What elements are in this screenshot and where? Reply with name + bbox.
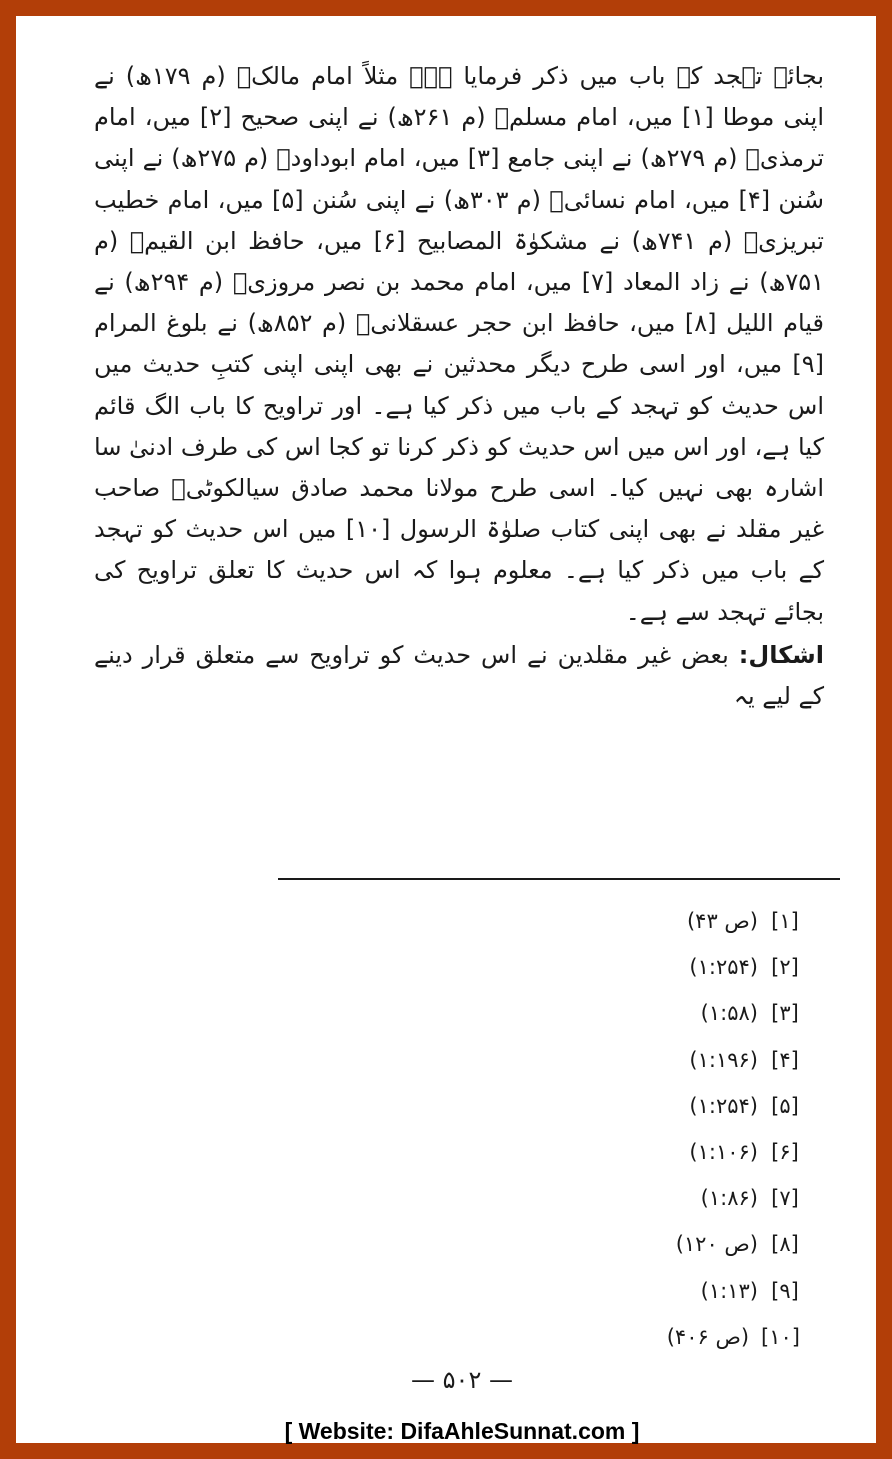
footnote-item — [667, 1175, 800, 1221]
footnote-item — [667, 1129, 800, 1175]
footnote-item — [667, 1037, 800, 1083]
footnote-number: [۱۰] — [761, 1324, 800, 1349]
footnote-reference: (۱:۱۳) — [700, 1278, 758, 1303]
footnote-number: [۳] — [771, 1001, 799, 1026]
footnote-number: [۵] — [771, 1093, 799, 1118]
footnote-number: [۹] — [771, 1278, 799, 1303]
footnote-number: [۷] — [771, 1186, 799, 1211]
footnote-number: [۱] — [771, 909, 799, 933]
footnote-item — [667, 990, 800, 1036]
website-footer: [ Website: DifaAhleSunnat.com ] — [284, 1418, 640, 1444]
footnote-item — [667, 1314, 800, 1360]
footnote-reference: (۱:۲۵۴) — [689, 1093, 758, 1118]
footnote-reference: (ص ۱۲۰) — [675, 1232, 758, 1257]
footnotes-list — [667, 898, 800, 1360]
objection-label: اشکال: — [738, 640, 824, 669]
footnote-reference: (ص ۴۰۶) — [666, 1324, 750, 1349]
paragraph-1: بجائے تہجد کے باب میں ذکر فرمایا ہے۔ مثلاً امام مالکؒ (م ۱۷۹ھ) نے اپنی موطا [۱] میں، امام مسلمؒ (م ۲۶۱ھ) نے اپنی صحیح [۲] میں، امام ترمذیؒ (م ۲۷۹ھ) نے اپنی جامع [۳] میں، امام ابوداودؒ (م ۲۷۵ھ) نے اپنی سُنن [۴] میں، امام نسائیؒ (م ۳۰۳ھ) نے اپنی سُنن [۵] میں، امام خطیب تبریزیؒ (م ۷۴۱ھ) نے مشکوٰۃ المصابیح [۶] میں، حافظ ابن القیمؒ (م ۷۵۱ھ) نے زاد المعاد [۷] میں، امام محمد بن نصر مروزیؒ (م ۲۹۴ھ) نے قیام اللیل [۸] میں، حافظ ابن حجر عسقلانیؒ (م ۸۵۲ھ) نے بلوغ المرام [۹] میں، اور اسی طرح دیگر محدثین نے بھی اپنی اپنی کتبِ حدیث میں اس حدیث کو تہجد کے باب میں ذکر کیا ہے۔ اور تراویح کا باب الگ قائم کیا ہے، اور اس میں اس حدیث کو ذکر کرنا تو کجا اس کی طرف ادنیٰ سا اشارہ بھی نہیں کیا۔ اسی طرح مولانا محمد صادق سیالکوٹیؒ صاحب غیر مقلد نے بھی اپنی کتاب صلوٰۃ الرسول [۱۰] میں اس حدیث کو تہجد کے باب میں ذکر کیا ہے۔ معلوم ہوا کہ اس حدیث کا تعلق تراویح کی بجائے تہجد سے ہے۔ — [94, 62, 825, 626]
paragraph-2 — [94, 635, 824, 717]
footnote-number: [۲] — [771, 955, 799, 980]
footnote-reference: (۱:۲۵۴) — [689, 955, 758, 980]
footnote-reference: (ص ۴۳) — [686, 909, 758, 933]
footnote-separator — [278, 878, 840, 880]
footnote-number: [۸] — [771, 1232, 799, 1257]
footnote-item — [667, 1083, 800, 1129]
footnote-item — [667, 1221, 800, 1267]
page-number: — ۵۰۲ — — [411, 1366, 513, 1394]
footnote-item — [667, 898, 800, 944]
paragraph-2-text: بعض غیر مقلدین نے اس حدیث کو تراویح سے متعلق قرار دینے کے لیے یہ — [94, 640, 824, 711]
footnote-number: [۴] — [771, 1047, 799, 1072]
footnote-reference: (۱:۱۰۶) — [689, 1139, 758, 1164]
footnote-reference: (۱:۵۸) — [700, 1001, 758, 1026]
footnote-item — [667, 1268, 800, 1314]
footnote-reference: (۱:۱۹۶) — [689, 1047, 758, 1072]
footnote-item — [667, 944, 800, 990]
footnote-reference: (۱:۸۶) — [700, 1186, 758, 1211]
footnote-number: [۶] — [771, 1139, 799, 1164]
main-text — [94, 56, 824, 717]
